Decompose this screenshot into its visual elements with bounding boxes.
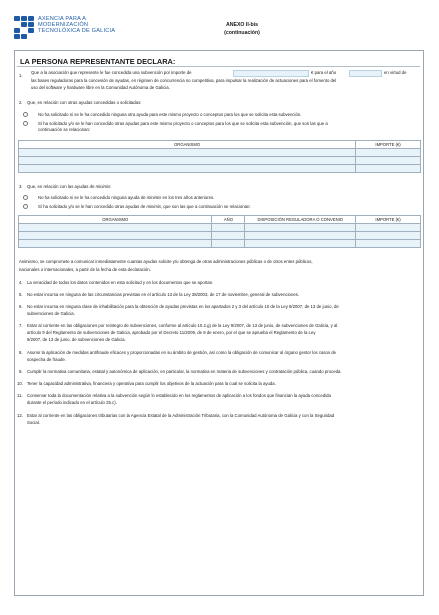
de-minimis-col-disposicion: DISPOSICIÓN REGULADORA O CONVENIO: [245, 216, 356, 224]
item-7-line-1: Estar al corriente en las obligaciones por reintegro de subvenciones, conforme al artículo 10.2.g) de la Ley 9/2007, de 13 de junio, de subvenciones de Galicia, y al: [27, 323, 338, 328]
table-row: [19, 157, 421, 165]
table-row: [19, 232, 421, 240]
item-6-line-1: No estar incursa en ninguna clase de inhabilitación para la obtención de ayudas previstas en los apartados 2 y 3 del artículo 10 de la Ley 9/2007, de 13 de junio, de: [27, 304, 339, 309]
commitment-line-2: nacionales o internacionales, a partir de la fecha de esta declaración.: [19, 267, 151, 272]
item-11-line-1: Conservar toda la documentación relativa a la subvención según lo establecido en los reglamentos de aplicación a los fondos que financian la ayuda concedida: [27, 393, 331, 398]
de-minimis-ano-cell[interactable]: [212, 232, 245, 240]
other-aids-importe-cell[interactable]: [356, 149, 421, 157]
de-minimis-header-row: [19, 216, 421, 224]
item-2-number: 2.: [19, 100, 23, 105]
item-1-line-3: uso del software y hardware libre en la Comunidad Autónoma de Galicia.: [31, 85, 170, 90]
item-9-number: 9.: [19, 369, 23, 374]
de-minimis-disposicion-cell[interactable]: [245, 240, 356, 248]
table-row: [19, 165, 421, 173]
item-1-number: 1.: [19, 73, 23, 78]
de-minimis-ano-cell[interactable]: [212, 240, 245, 248]
commitment-line-1: Asimismo, se compromete a comunicar inmediatamente cuantas ayudas solicite y/u obtenga de otras administraciones públicas o de otros entes públicos,: [19, 259, 313, 264]
other-aids-organismo-cell[interactable]: [19, 149, 356, 157]
annex-subtitle: (continuación): [224, 30, 260, 36]
logo-mark-icon: [14, 16, 34, 40]
item-3-intro-a: Que, en relación con las ayudas: [27, 184, 89, 189]
item-10-number: 10.: [17, 381, 23, 386]
item-2-option-2-label-cont: continuación se relacionan:: [38, 127, 91, 132]
item-1-text-a: Que a la asociación que represente le fue concedida una subvención por importe de: [31, 70, 192, 75]
item-3-number: 3.: [19, 184, 23, 189]
de-minimis-disposicion-cell[interactable]: [245, 232, 356, 240]
item-3-option-2-em: de minimis: [140, 204, 162, 209]
item-3-option-1-label: [38, 195, 214, 202]
item-3-intro: [27, 184, 111, 191]
item-2-option-1-label: No ha solicitado ni se le ha concedido ninguna otra ayuda para este mismo proyecto o conceptos para los que se solicita esta subvención.: [38, 112, 302, 117]
de-minimis-col-organismo: ORGANISMO: [19, 216, 212, 224]
table-row: [19, 149, 421, 157]
table-row: [19, 240, 421, 248]
other-aids-header-row: [19, 141, 421, 149]
item-8-line-2: sospecha de fraude.: [27, 357, 66, 362]
item-1-text-c: en virtud de: [384, 70, 407, 75]
item-3-option-1-radio[interactable]: [23, 195, 28, 200]
item-6-line-2: subvenciones de Galicia.: [27, 311, 75, 316]
item-11-line-2: durante el período indicado en el artículo 25.c).: [27, 400, 117, 405]
item-3-option-1-a: No ha solicitado ni se le ha concedido ninguna ayuda: [38, 195, 140, 200]
heading-divider: [17, 66, 420, 67]
logo-line-1: AXENCIA PARA A: [38, 16, 87, 22]
item-3-option-1-b: en los tres años anteriores.: [162, 195, 215, 200]
logo-line-3: TECNOLÓXICA DE GALICIA: [38, 28, 116, 35]
other-aids-col-organismo: ORGANISMO: [19, 141, 356, 149]
item-3-intro-b: :: [110, 184, 112, 189]
item-3-intro-em: de minimis: [89, 184, 111, 189]
de-minimis-col-importe: IMPORTE (€): [356, 216, 421, 224]
item-10-line-1: Tener la capacidad administrativa, financiera y operativa para cumplir los objetivos de la actuación para la cual se solicita la ayuda.: [27, 381, 276, 386]
de-minimis-organismo-cell[interactable]: [19, 224, 212, 232]
table-row: [19, 224, 421, 232]
subsidy-amount-field[interactable]: [233, 70, 309, 77]
de-minimis-importe-cell[interactable]: [356, 232, 421, 240]
item-3-option-2-b: , que son las que a continuación se relacionan:: [161, 204, 251, 209]
agency-logo: [14, 16, 115, 40]
de-minimis-disposicion-cell[interactable]: [245, 224, 356, 232]
item-12-line-2: Social.: [27, 420, 40, 425]
section-heading: LA PERSONA REPRESENTANTE DECLARA:: [20, 57, 176, 66]
item-4-number: 4.: [19, 280, 23, 285]
annex-title-block: [222, 21, 262, 37]
item-8-number: 8.: [19, 350, 23, 355]
item-1-text-b: € para el año: [311, 70, 337, 75]
de-minimis-organismo-cell[interactable]: [19, 232, 212, 240]
item-1-line-2: las bases reguladoras para la concesión de ayudas, en régimen de concurrencia no competitiva, para impulsar la realización de actuaciones para el fomento del: [31, 78, 337, 83]
item-2-option-2-label: Sí ha solicitado y/o se le han concedido otras ayudas para este mismo proyecto o conceptos para los que se solicita esta subvención, que son las que a: [38, 121, 328, 126]
other-aids-col-importe: IMPORTE (€): [356, 141, 421, 149]
de-minimis-table: [18, 215, 421, 248]
other-aids-importe-cell[interactable]: [356, 157, 421, 165]
item-3-option-2-radio[interactable]: [23, 204, 28, 209]
item-11-number: 11.: [17, 393, 23, 398]
item-7-line-3: 9/2007, de 13 de junio, de subvenciones de Galicia.: [27, 337, 126, 342]
other-aids-organismo-cell[interactable]: [19, 165, 356, 173]
item-3-option-2-a: Sí ha solicitado y/o se le han concedido otras ayudas: [38, 204, 140, 209]
item-6-number: 6.: [19, 304, 23, 309]
other-aids-importe-cell[interactable]: [356, 165, 421, 173]
item-9-line-1: Cumplir la normativa comunitaria, estatal y autonómica de aplicación, en particular, la normativa en materia de subvenciones y contratación pública, cuando proceda.: [27, 369, 342, 374]
item-5-line-1: No estar incursa en ninguna de las circunstancias previstas en el artículo 13 de la Ley 38/2003, de 17 de noviembre, general de subvenciones.: [27, 292, 300, 297]
item-5-number: 5.: [19, 292, 23, 297]
item-12-number: 12.: [17, 413, 23, 418]
item-2-option-1-radio[interactable]: [23, 112, 28, 117]
annex-title: ANEXO II-bis: [226, 22, 258, 28]
item-4-line-1: La veracidad de todos los datos contenidos en esta solicitud y en los documentos que se aportan.: [27, 280, 214, 285]
item-3-option-1-em: de minimis: [140, 195, 162, 200]
item-7-line-2: artículo 9 del Reglamento de subvenciones de Galicia, aprobado por el Decreto 11/2009, de 8 de enero, por el que se aprueba el Reglamento de la Ley: [27, 330, 316, 335]
item-12-line-1: Estar al corriente en las obligaciones tributarias con la Agencia Estatal de la Administración Tributaria, con la Comunidad Autónoma de Galicia y con la Seguridad: [27, 413, 335, 418]
item-2-intro: Que, en relación con otras ayudas concedidas o solicitadas:: [27, 100, 142, 105]
item-2-option-2-radio[interactable]: [23, 121, 28, 126]
de-minimis-organismo-cell[interactable]: [19, 240, 212, 248]
other-aids-organismo-cell[interactable]: [19, 157, 356, 165]
de-minimis-col-ano: AÑO: [212, 216, 245, 224]
de-minimis-ano-cell[interactable]: [212, 224, 245, 232]
subsidy-year-field[interactable]: [349, 70, 382, 77]
de-minimis-importe-cell[interactable]: [356, 224, 421, 232]
item-8-line-1: Asumir la aplicación de medidas antifraude eficaces y proporcionadas en su ámbito de gestión, así como la obligación de comunicar al órgano gestor los casos de: [27, 350, 337, 355]
logo-text: [38, 16, 115, 35]
de-minimis-importe-cell[interactable]: [356, 240, 421, 248]
logo-line-2: MODERNIZACIÓN: [38, 22, 89, 29]
item-3-option-2-label: [38, 204, 251, 211]
other-aids-table: [18, 140, 421, 173]
item-7-number: 7.: [19, 323, 23, 328]
